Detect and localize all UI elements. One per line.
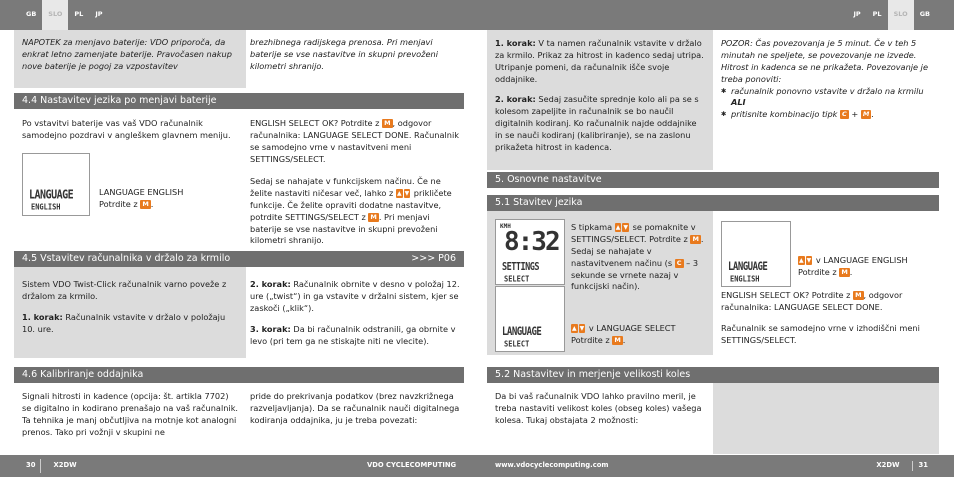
footer-left	[20, 455, 77, 477]
section-title-4-5-text: 4.5 Vstavitev računalnika v držalo za krmilo	[22, 253, 231, 265]
section-title-4-4-text: 4.4 Nastavitev jezika po menjavi baterije	[22, 95, 217, 107]
m-key-icon: M	[692, 234, 699, 243]
model-name-left: X2DW	[53, 461, 77, 470]
language-tabs-left	[20, 0, 109, 30]
lang-tab-slo[interactable]: SLO	[888, 0, 914, 30]
lcd-language-english-2	[721, 221, 791, 287]
lang-tab-jp[interactable]: JP	[853, 10, 861, 19]
lcd-line-2: SELECT	[504, 340, 530, 349]
section-4-4-right-p2	[250, 176, 460, 247]
step-label: 1. korak:	[495, 38, 536, 48]
arrow-down-icon: ▼	[404, 189, 410, 197]
section-4-4-intro: Po vstavitvi baterije vas vaš VDO računalnik samodejno pozdravi v angleškem glavnem meniju.	[22, 118, 231, 140]
arrow-up-icon: ▲	[572, 325, 577, 332]
text: Sedaj se nahajate v funkcijskem načinu. Če ne želite nastaviti ničesar več, lahko z	[250, 176, 441, 198]
text: , odgovor računalnika: LANGUAGE SELECT DONE. Računalnik se samodejno vrne v nastavitveni meni SETTINGS/SELECT.	[250, 118, 459, 164]
calibration-step-2	[495, 94, 705, 153]
text: S tipkama	[571, 222, 613, 232]
english-select-ok-text	[721, 290, 936, 314]
lcd-caption-language-english	[99, 187, 239, 211]
pozor-list-item	[721, 86, 936, 110]
returns-to-menu-text: Računalnik se samodejno vrne v izhodiščni meni SETTINGS/SELECT.	[721, 323, 920, 345]
arrow-up-icon: ▲	[799, 257, 804, 264]
footer-bar	[0, 455, 954, 477]
lcd-unit: KMH	[500, 223, 511, 230]
website-link[interactable]: www.vdocyclecomputing.com	[495, 461, 609, 470]
section-title-5-2	[487, 367, 939, 383]
text: .	[871, 109, 874, 120]
page-number-left: 30	[26, 461, 36, 470]
text: se pomaknite v SETTINGS/SELECT. Potrdite z	[571, 222, 696, 244]
battery-note-left: NAPOTEK za menjavo baterije: VDO priporoča, da enkrat letno zamenjate baterije. Pravočasen nakup nove baterije je pogoj za vzpostavitev	[22, 37, 232, 71]
section-title-4-5	[14, 251, 464, 267]
m-key-icon: M	[614, 335, 621, 344]
step-text: V ta namen računalnik vstavite v držalo za krmilo. Prikaz za hitrost in kadenco sedaj utripa. Utripanje pomeni, da računalnik išče svoje oddajnike.	[495, 38, 704, 84]
step-label: 2. korak:	[495, 94, 536, 104]
text: – 3 sekunde se vrnete nazaj v funkcijski način).	[571, 257, 699, 292]
lang-tab-pl[interactable]: PL	[74, 10, 84, 19]
section-title-4-6	[14, 367, 464, 383]
section-5-2-p1: Da bi vaš računalnik VDO lahko pravilno meril, je treba nastaviti velikost koles (obseg koles) vašega kolesa. Tukaj obstajata 2 možnosti:	[495, 391, 702, 425]
lcd-clock: 8:32	[504, 227, 559, 257]
page-reference-link[interactable]: >>> P06	[411, 253, 456, 265]
caption-line-1: LANGUAGE ENGLISH	[99, 187, 184, 197]
lcd-line-2: ENGLISH	[31, 203, 61, 212]
step-text: Računalnik vstavite v držalo v položaju 10. ure.	[22, 312, 226, 334]
section-title-5-1-text: 5.1 Stavitev jezika	[495, 197, 583, 209]
footer-brand	[367, 455, 456, 477]
section-title-5-text: 5. Osnovne nastavitve	[495, 174, 602, 186]
m-key-icon: M	[384, 119, 391, 127]
lang-tab-pl[interactable]: PL	[872, 10, 882, 19]
model-name-right: X2DW	[876, 461, 900, 470]
lcd-language-select	[495, 286, 565, 352]
language-english-caption	[798, 255, 938, 279]
arrow-down-icon: ▼	[623, 224, 628, 231]
pozor-list-item	[721, 109, 936, 121]
c-key-icon: C	[842, 110, 847, 119]
text: prikličete funkcije. Če želite opraviti dodatne nastavitve, potrdite SETTINGS/SELECT z	[250, 187, 452, 222]
step-text: Računalnik obrnite v desno v položaj 12. ure („twist“) in ga vstavite v držalni sistem, kjer se zaskoči („klik“).	[250, 279, 460, 313]
text: ENGLISH SELECT OK? Potrdite z	[721, 290, 851, 300]
lcd-line-1: LANGUAGE	[502, 326, 542, 339]
lang-tab-jp[interactable]: JP	[95, 10, 103, 19]
arrow-up-icon: ▲	[615, 224, 621, 231]
caption-text: Potrdite z	[99, 198, 138, 209]
footer-divider	[40, 459, 41, 473]
section-4-6-p2: pride do prekrivanja podatkov (brez navzkrižnega razveljavljanja). Da se računalnik nauči digitalnega kodiranja oddajnika, ju je treba povezati:	[250, 391, 460, 425]
text: . Sedaj se nahajate v nastavitvenem načinu (s	[571, 233, 704, 268]
step-label: 3. korak:	[250, 324, 291, 334]
text: . Pri menjavi baterije se vse nastavitve in skupni prevoženi kilometri shranijo.	[250, 211, 438, 246]
section-title-5	[487, 172, 939, 188]
battery-note-right: brezhibnega radijskega prenosa. Pri menjavi baterije se vse nastavitve in skupni prevoženi kilometri shranijo.	[250, 37, 438, 71]
section-4-5-step-3	[250, 324, 460, 348]
text: ENGLISH SELECT OK? Potrdite z	[250, 118, 380, 128]
footer-right	[876, 455, 934, 477]
page-number-right: 31	[912, 461, 934, 471]
step-text: Sedaj zasučite sprednje kolo ali pa se s kolesom zapeljite in računalnik se bo naučil digitalnih kodiranj. Ko računalnik najde oddajnike in se nauči kodiranj (kalibriranje), se na zaslonu prikažeta hitrost in kadenca.	[495, 94, 699, 152]
settings-select-caption	[571, 222, 709, 293]
section-title-5-2-text: 5.2 Nastavitev in merjenje velikosti koles	[495, 369, 691, 381]
lang-tab-slo[interactable]: SLO	[42, 0, 68, 30]
text: pritisnite kombinacijo tipk	[731, 109, 838, 120]
lcd-line-1: LANGUAGE	[29, 188, 74, 202]
section-title-5-1	[487, 195, 939, 211]
lcd-line-1: LANGUAGE	[728, 261, 768, 274]
caption-line-1	[571, 323, 709, 335]
section-4-4-right-p1	[250, 118, 460, 166]
plus-sign: +	[851, 109, 859, 120]
lang-tab-gb[interactable]: GB	[919, 10, 930, 19]
m-key-icon: M	[841, 267, 848, 276]
brand-name: VDO CYCLECOMPUTING	[367, 461, 457, 470]
lcd-language-english	[22, 153, 90, 216]
text: , odgovor računalnika: LANGUAGE SELECT DONE.	[721, 290, 903, 312]
arrow-down-icon: ▼	[806, 257, 812, 264]
caption-line-1	[798, 255, 938, 267]
caption-line-2	[99, 199, 239, 211]
section-4-5-intro: Sistem VDO Twist-Click računalnik varno poveže z držalom za krmilo.	[22, 279, 227, 301]
text: v LANGUAGE SELECT	[588, 323, 676, 333]
step-label: 2. korak:	[250, 279, 291, 289]
language-tabs-right	[847, 0, 936, 30]
m-key-icon: M	[142, 199, 149, 208]
pozor-list	[721, 86, 936, 122]
caption-line-2: Potrdite z M .	[798, 266, 853, 277]
caption-period: .	[150, 198, 154, 209]
caption-line-2: Potrdite z M .	[571, 334, 626, 345]
section-4-5-step-2	[250, 279, 460, 315]
arrow-up-icon: ▲	[396, 189, 402, 197]
section-title-4-6-text: 4.6 Kalibriranje oddajnika	[22, 369, 144, 381]
right-bottom-panel	[713, 383, 939, 454]
text: Potrdite z	[798, 266, 837, 277]
language-select-caption	[571, 323, 709, 347]
pozor-note	[721, 38, 936, 121]
text: v LANGUAGE ENGLISH	[815, 255, 908, 265]
m-key-icon: M	[862, 110, 870, 119]
section-title-4-4	[14, 93, 464, 109]
m-key-icon: M	[855, 291, 862, 299]
calibration-step-1	[495, 38, 705, 86]
arrow-down-icon: ▼	[579, 325, 585, 332]
lcd-line-1: SETTINGS	[502, 261, 539, 274]
text: Potrdite z	[571, 334, 610, 345]
lcd-line-2: ENGLISH	[730, 275, 760, 284]
section-4-5-step-1	[22, 312, 240, 336]
lcd-settings-select	[495, 219, 565, 285]
section-4-6-p1: Signali hitrosti in kadence (opcija: št. artikla 7702) se digitalno in kodirano prenašajo na vaš računalnik. Ta tehnika je manj občutljiva na motnje kot analogni prenos. Tako pri vožnji v skupini ne	[22, 391, 239, 437]
footer-url	[495, 455, 609, 477]
m-key-icon: M	[370, 212, 377, 221]
text: računalnik ponovno vstavite v držalo na krmilu	[731, 85, 924, 96]
pozor-text: POZOR: Čas povezovanja je 5 minut. Če v teh 5 minutah ne speljete, se povezovanje ne izvede. Hitrost in kadenca se ne prikažeta. Povezovanje je treba ponoviti:	[721, 38, 928, 84]
step-label: 1. korak:	[22, 312, 63, 322]
step-text: Da bi računalnik odstranili, ga obrnite v levo (pri tem ga ne stiskajte niti ne vlecite).	[250, 324, 456, 346]
text-bold: ALI	[731, 97, 746, 108]
lang-tab-gb[interactable]: GB	[26, 10, 37, 19]
c-key-icon: C	[676, 258, 682, 267]
lcd-line-2: SELECT	[504, 275, 530, 284]
